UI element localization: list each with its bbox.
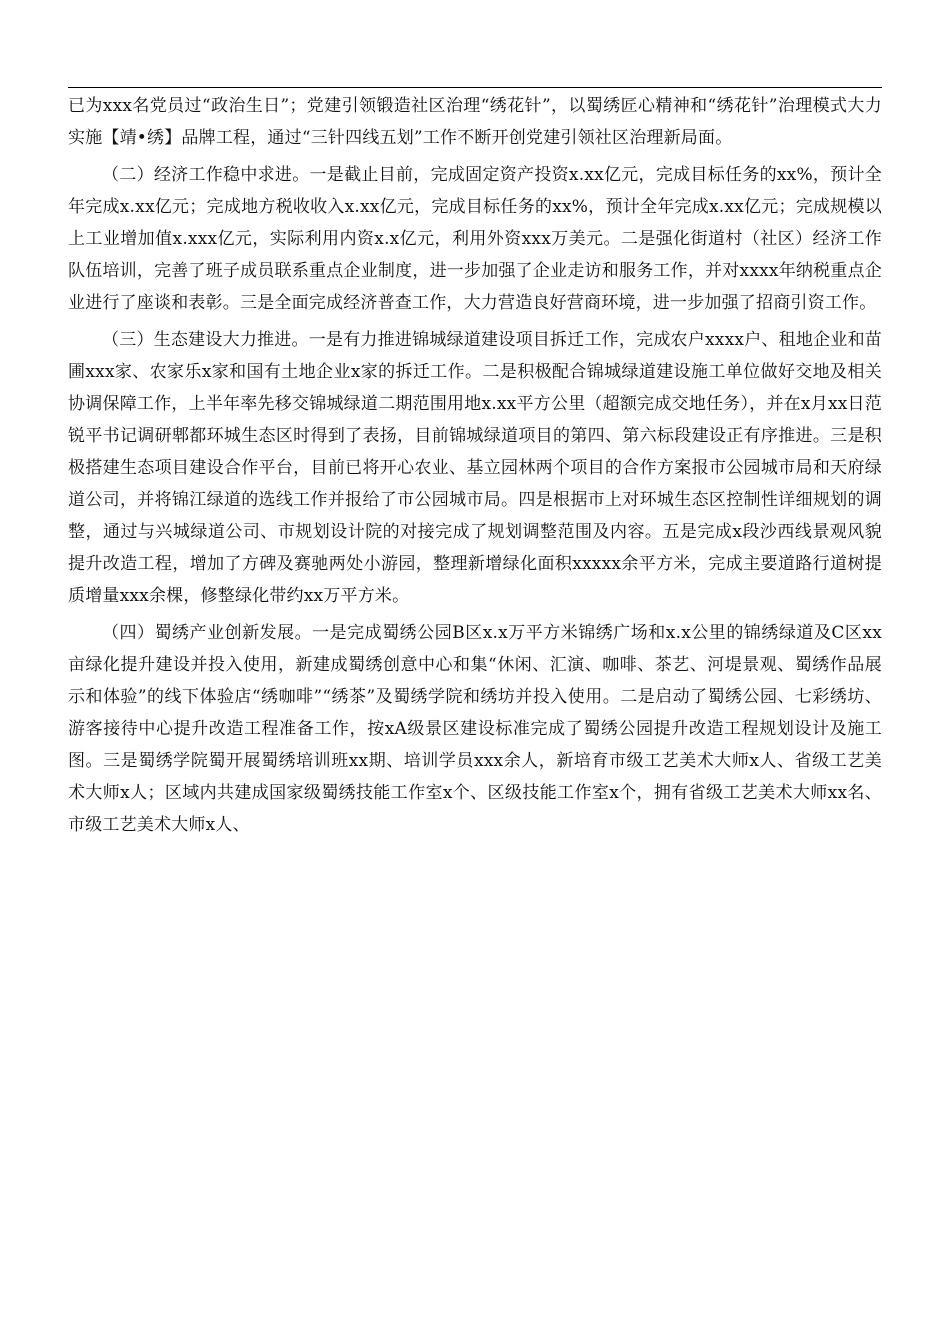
document-body <box>68 90 882 846</box>
paragraph-ecology: （三）生态建设大力推进。一是有力推进锦城绿道建设项目拆迁工作，完成农户xxxx户、租地企业和苗圃xxx家、农家乐x家和国有土地企业x家的拆迁工作。二是积极配合锦城绿道建设施工单位做好交地及相关协调保障工作，上半年率先移交锦城绿道二期范围用地x.xx平方公里（超额完成交地任务），并在x月xx日范锐平书记调研郫都环城生态区时得到了表扬，目前锦城绿道项目的第四、第六标段建设正有序推进。三是积极搭建生态项目建设合作平台，目前已将开心农业、基立园林两个项目的合作方案报市公园城市局和天府绿道公司，并将锦江绿道的选线工作并报给了市公园城市局。四是根据市上对环城生态区控制性详细规划的调整，通过与兴城绿道公司、市规划设计院的对接完成了规划调整范围及内容。五是完成x段沙西线景观风貌提升改造工程，增加了方碑及赛驰两处小游园，整理新增绿化面积xxxxx余平方米，完成主要道路行道树提质增量xxx余棵，修整绿化带约xx万平方米。 <box>68 330 882 606</box>
header-rule <box>68 87 882 88</box>
paragraph-economy: （二）经济工作稳中求进。一是截止目前，完成固定资产投资x.xx亿元，完成目标任务的xx%，预计全年完成x.xx亿元；完成地方税收收入x.xx亿元，完成目标任务的xx%，预计全年完成x.xx亿元；完成规模以上工业增加值x.xxx亿元，实际利用内资x.x亿元，利用外资xxx万美元。二是强化街道村（社区）经济工作队伍培训，完善了班子成员联系重点企业制度，进一步加强了企业走访和服务工作，并对xxxx年纳税重点企业进行了座谈和表彰。三是全面完成经济普查工作，大力营造良好营商环境，进一步加强了招商引资工作。 <box>68 165 882 313</box>
paragraph-continuation: 已为xxx名党员过“政治生日”；党建引领锻造社区治理“绣花针”，以蜀绣匠心精神和“绣花针”治理模式大力实施【靖•绣】品牌工程，通过“三针四线五划”工作不断开创党建引领社区治理新局面。 <box>68 96 882 148</box>
paragraph-shu-embroidery: （四）蜀绣产业创新发展。一是完成蜀绣公园B区x.x万平方米锦绣广场和x.x公里的锦绣绿道及C区xx亩绿化提升建设并投入使用，新建成蜀绣创意中心和集“休闲、汇演、咖啡、茶艺、河堤景观、蜀绣作品展示和体验”的线下体验店“绣咖啡”“绣茶”及蜀绣学院和绣坊并投入使用。二是启动了蜀绣公园、七彩绣坊、游客接待中心提升改造工程准备工作，按xA级景区建设标准完成了蜀绣公园提升改造工程规划设计及施工图。三是蜀绣学院蜀开展蜀绣培训班xx期、培训学员xxx余人，新培育市级工艺美术大师x人、省级工艺美术大师x人；区域内共建成国家级蜀绣技能工作室x个、区级技能工作室x个，拥有省级工艺美术大师xx名、市级工艺美术大师x人、 <box>68 623 882 835</box>
